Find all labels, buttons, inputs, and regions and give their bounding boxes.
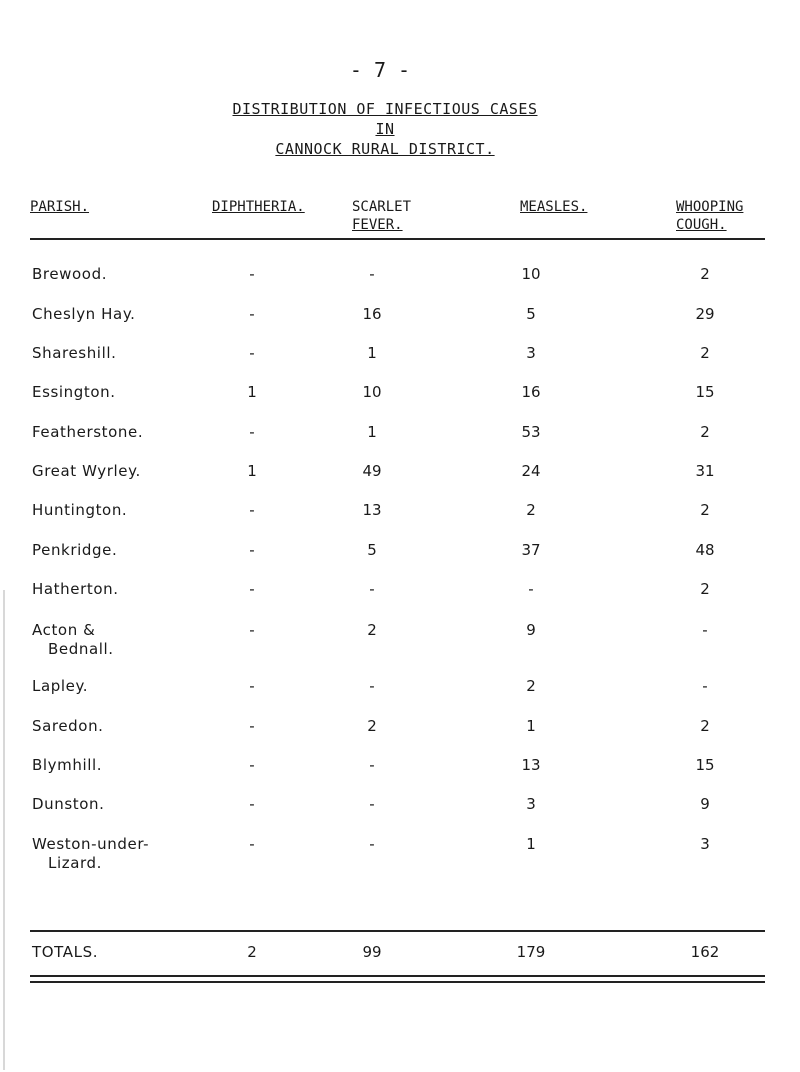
whooping-cell: - [702, 621, 708, 639]
totals-row [0, 943, 800, 963]
table-row [0, 305, 800, 325]
table-row [0, 383, 800, 403]
measles-cell: 2 [526, 501, 536, 519]
scarlet-cell: - [369, 835, 375, 853]
parish-name: Huntington. [32, 501, 128, 519]
diphtheria-cell: - [249, 717, 255, 735]
scarlet-cell: - [369, 756, 375, 774]
table-row [0, 717, 800, 737]
measles-cell: - [528, 580, 534, 598]
scarlet-cell: 16 [362, 305, 382, 323]
totals-diphtheria: 2 [247, 943, 257, 961]
scarlet-cell: - [369, 795, 375, 813]
totals-rule-bottom-1 [30, 975, 765, 977]
page-number: - 7 - [349, 58, 411, 82]
table-row [0, 265, 800, 285]
parish-name: Cheslyn Hay. [32, 305, 136, 323]
diphtheria-cell: - [249, 621, 255, 639]
diphtheria-cell: 1 [247, 383, 257, 401]
parish-name: Great Wyrley. [32, 462, 141, 480]
diphtheria-cell: - [249, 756, 255, 774]
whooping-cell: 15 [695, 383, 715, 401]
table-row [0, 580, 800, 600]
scarlet-cell: 2 [367, 717, 377, 735]
parish-name: Weston-under- Lizard. [32, 835, 150, 872]
whooping-cell: 2 [700, 717, 710, 735]
whooping-cell: 3 [700, 835, 710, 853]
measles-cell: 13 [521, 756, 541, 774]
table-row [0, 835, 800, 872]
table-row [0, 756, 800, 776]
whooping-cell: 2 [700, 344, 710, 362]
header-whooping-cough: WHOOPING COUGH. [676, 199, 744, 233]
measles-cell: 3 [526, 344, 536, 362]
title-line-1: DISTRIBUTION OF INFECTIOUS CASES [232, 100, 538, 118]
parish-name: Brewood. [32, 265, 108, 283]
header-diphtheria: DIPHTHERIA. [212, 199, 305, 215]
parish-name: Dunston. [32, 795, 105, 813]
scarlet-cell: - [369, 580, 375, 598]
totals-measles: 179 [516, 943, 546, 961]
whooping-cell: 48 [695, 541, 715, 559]
parish-name: Lapley. [32, 677, 89, 695]
table-row [0, 621, 800, 658]
whooping-cell: 31 [695, 462, 715, 480]
table-row [0, 795, 800, 815]
scarlet-cell: 1 [367, 344, 377, 362]
table-row [0, 344, 800, 364]
whooping-cell: 15 [695, 756, 715, 774]
whooping-cell: 29 [695, 305, 715, 323]
table-row [0, 501, 800, 521]
diphtheria-cell: - [249, 795, 255, 813]
scarlet-cell: 49 [362, 462, 382, 480]
measles-cell: 1 [526, 717, 536, 735]
header-parish: PARISH. [30, 199, 90, 215]
parish-name: Saredon. [32, 717, 104, 735]
table-row [0, 677, 800, 697]
parish-name: Essington. [32, 383, 116, 401]
measles-cell: 10 [521, 265, 541, 283]
diphtheria-cell: - [249, 677, 255, 695]
totals-label: TOTALS. [32, 943, 99, 961]
parish-name: Acton & Bednall. [32, 621, 114, 658]
scan-edge-line [3, 590, 5, 1070]
diphtheria-cell: 1 [247, 462, 257, 480]
whooping-cell: 2 [700, 423, 710, 441]
scarlet-cell: 2 [367, 621, 377, 639]
table-row [0, 423, 800, 443]
totals-whooping: 162 [690, 943, 720, 961]
diphtheria-cell: - [249, 344, 255, 362]
diphtheria-cell: - [249, 580, 255, 598]
measles-cell: 2 [526, 677, 536, 695]
diphtheria-cell: - [249, 423, 255, 441]
parish-name: Hatherton. [32, 580, 119, 598]
diphtheria-cell: - [249, 305, 255, 323]
header-scarlet-fever: SCARLET FEVER. [352, 199, 412, 233]
whooping-cell: 2 [700, 580, 710, 598]
diphtheria-cell: - [249, 541, 255, 559]
header-rule [30, 238, 765, 240]
measles-cell: 53 [521, 423, 541, 441]
scarlet-cell: 10 [362, 383, 382, 401]
measles-cell: 24 [521, 462, 541, 480]
scarlet-cell: 5 [367, 541, 377, 559]
parish-name: Blymhill. [32, 756, 103, 774]
totals-rule-bottom-2 [30, 981, 765, 983]
measles-cell: 37 [521, 541, 541, 559]
measles-cell: 16 [521, 383, 541, 401]
measles-cell: 9 [526, 621, 536, 639]
measles-cell: 3 [526, 795, 536, 813]
whooping-cell: 2 [700, 265, 710, 283]
totals-rule-top [30, 930, 765, 932]
table-row [0, 541, 800, 561]
measles-cell: 5 [526, 305, 536, 323]
table-row [0, 462, 800, 482]
parish-name: Featherstone. [32, 423, 144, 441]
scarlet-cell: 13 [362, 501, 382, 519]
title-line-3: CANNOCK RURAL DISTRICT. [275, 140, 495, 158]
header-measles: MEASLES. [520, 199, 588, 215]
scarlet-cell: 1 [367, 423, 377, 441]
whooping-cell: 9 [700, 795, 710, 813]
whooping-cell: 2 [700, 501, 710, 519]
parish-name: Shareshill. [32, 344, 117, 362]
diphtheria-cell: - [249, 835, 255, 853]
diphtheria-cell: - [249, 265, 255, 283]
whooping-cell: - [702, 677, 708, 695]
scarlet-cell: - [369, 677, 375, 695]
measles-cell: 1 [526, 835, 536, 853]
parish-name: Penkridge. [32, 541, 118, 559]
title-line-2: IN [375, 120, 395, 138]
scarlet-cell: - [369, 265, 375, 283]
diphtheria-cell: - [249, 501, 255, 519]
totals-scarlet: 99 [362, 943, 382, 961]
